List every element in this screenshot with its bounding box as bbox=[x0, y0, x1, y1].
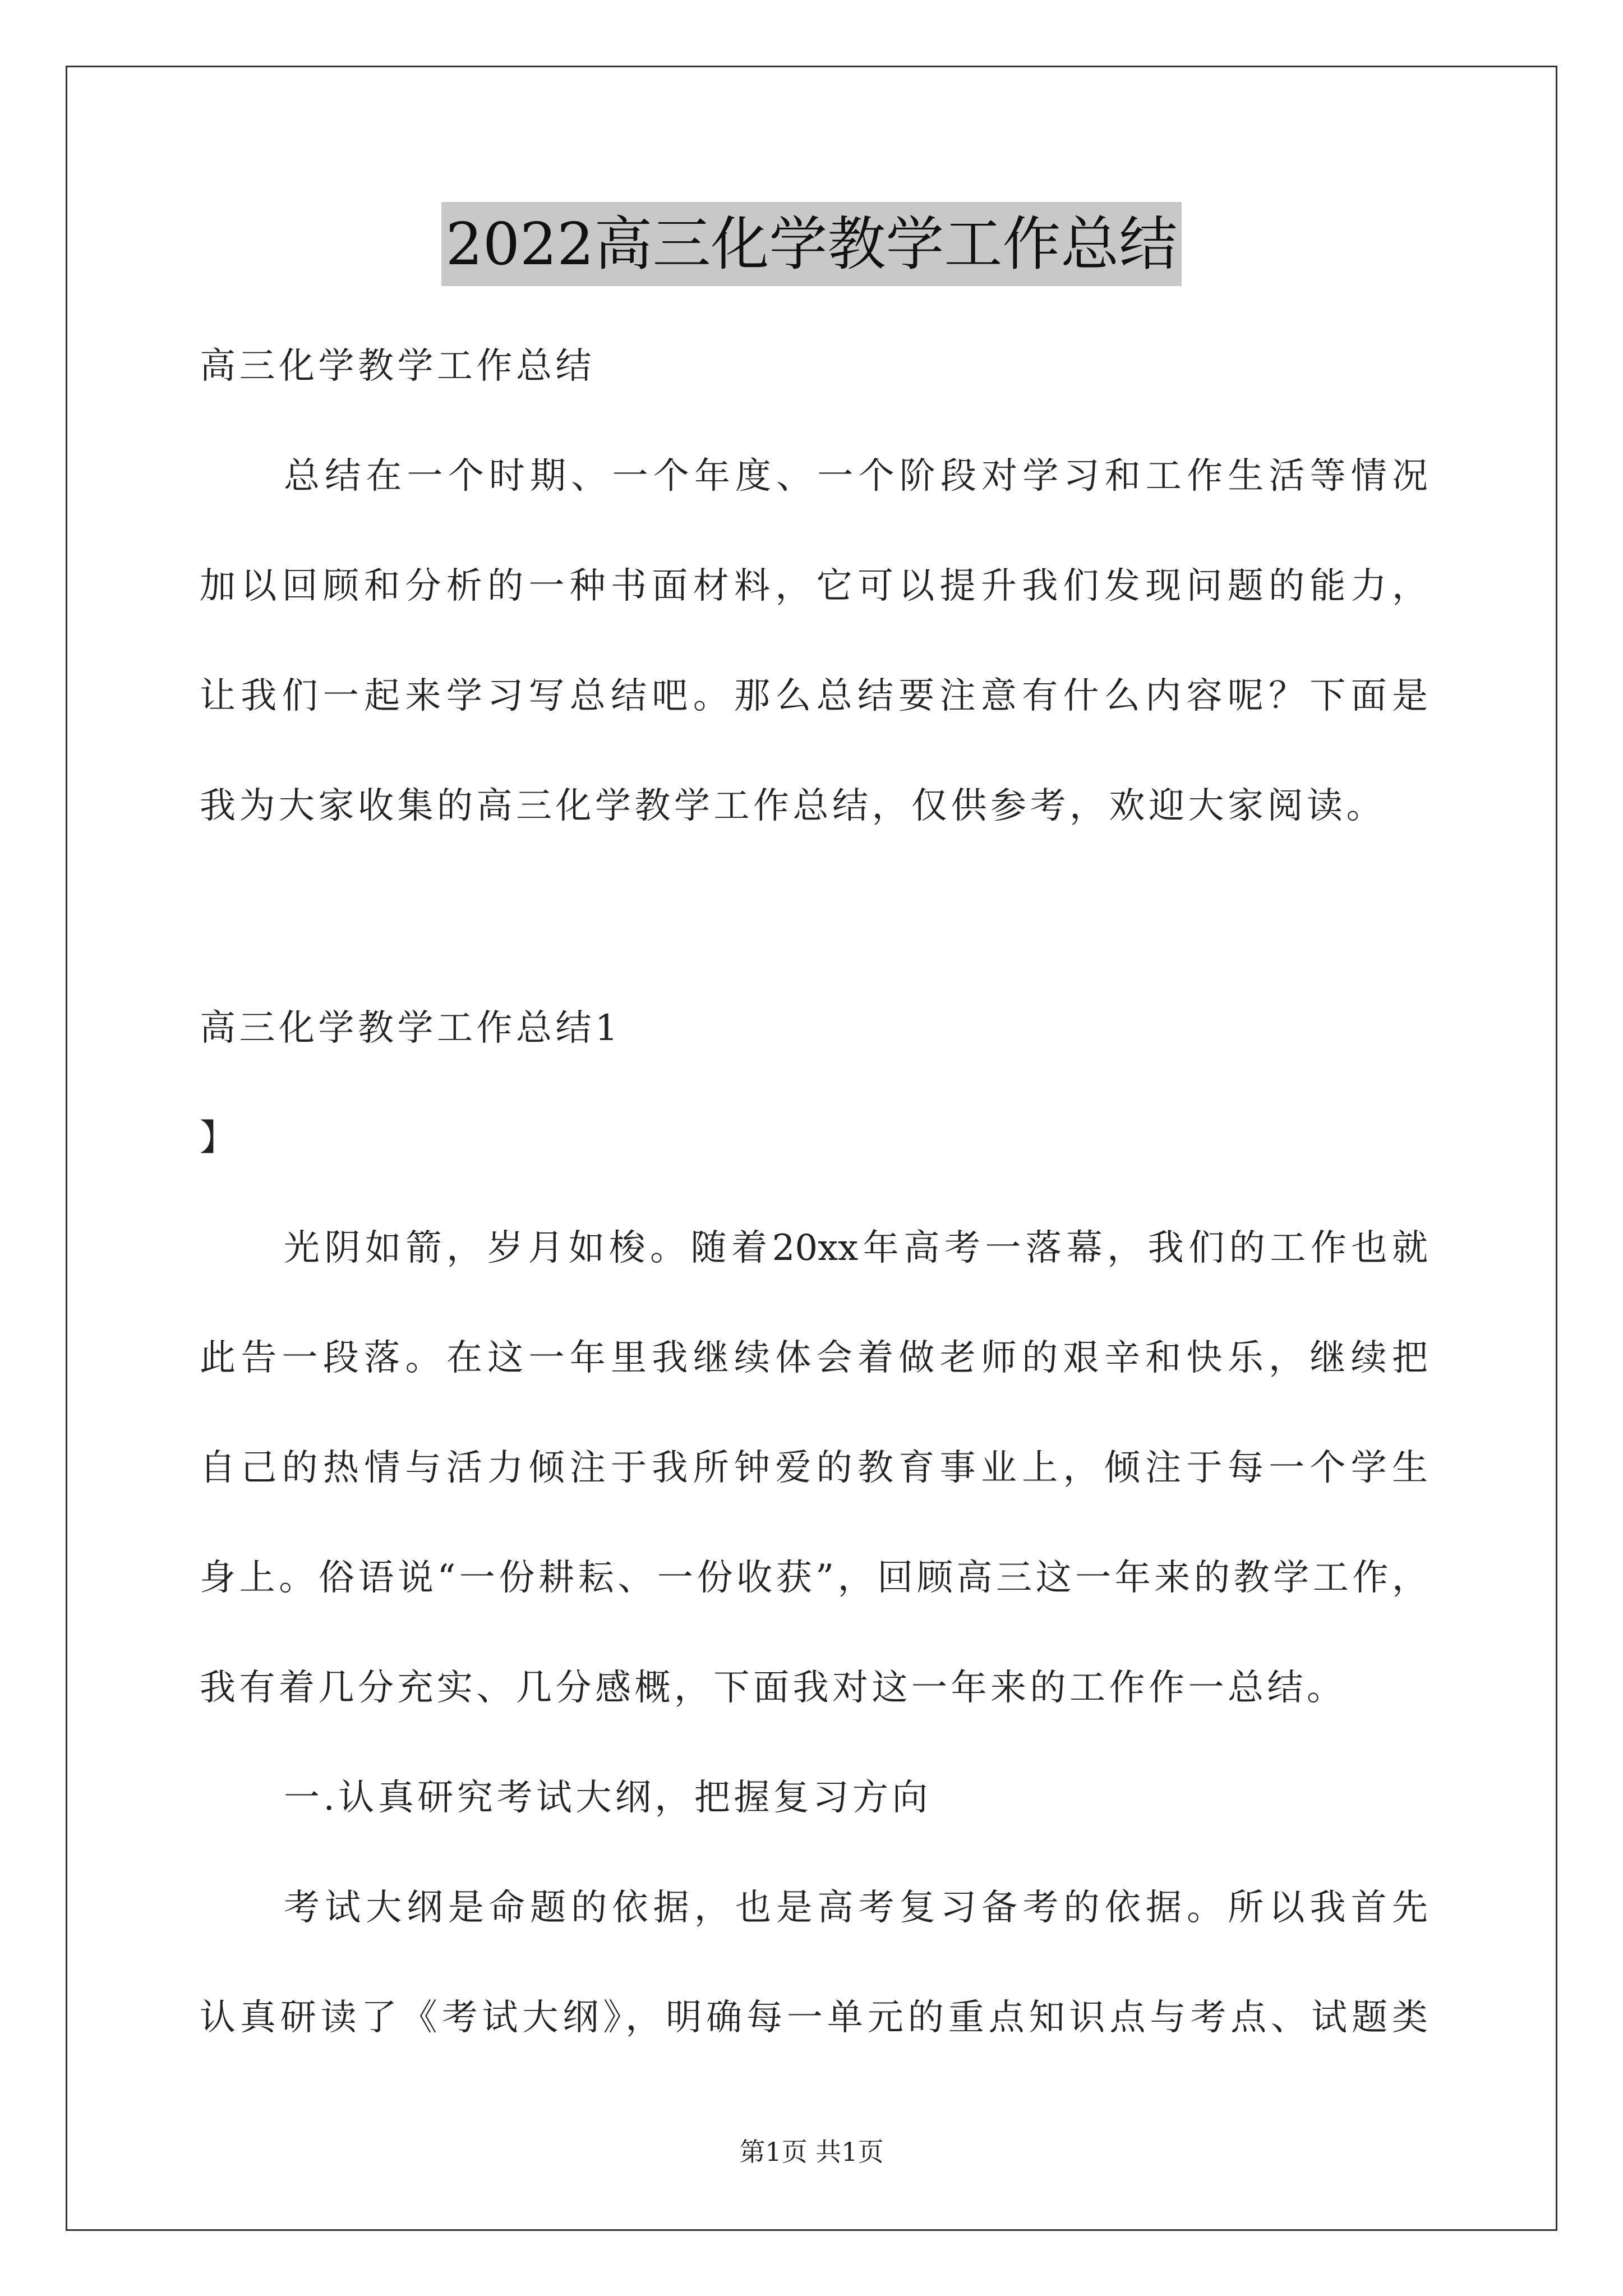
document-body bbox=[200, 311, 1428, 2073]
subheading: 一.认真研究考试大纲，把握复习方向 bbox=[284, 1777, 932, 1819]
section-gap bbox=[200, 861, 1428, 973]
subtitle: 高三化学教学工作总结 bbox=[200, 346, 595, 387]
intro-line-1: 总结在一个时期、一个年度、一个阶段对学习和工作生活等情况 bbox=[284, 455, 1428, 497]
document-title: 2022高三化学教学工作总结 bbox=[441, 202, 1182, 286]
title-container bbox=[0, 202, 1623, 286]
section-heading: 高三化学教学工作总结1 bbox=[200, 1007, 622, 1049]
page-footer: 第1页 共1页 bbox=[739, 2137, 884, 2167]
para1-line-4: 身上。俗语说“一份耕耘、一份收获”，回顾高三这一年来的教学工作， bbox=[200, 1557, 1428, 1599]
intro-line-2: 加以回顾和分析的一种书面材料，它可以提升我们发现问题的能力， bbox=[200, 565, 1428, 607]
bracket-mark: 】 bbox=[200, 1117, 239, 1159]
para1-line-1: 光阴如箭，岁月如梭。随着20xx年高考一落幕，我们的工作也就 bbox=[284, 1227, 1428, 1269]
intro-line-4: 我为大家收集的高三化学教学工作总结，仅供参考，欢迎大家阅读。 bbox=[200, 785, 1386, 827]
intro-line-3: 让我们一起来学习写总结吧。那么总结要注意有什么内容呢？下面是 bbox=[200, 675, 1428, 717]
para1-line-5: 我有着几分充实、几分感概，下面我对这一年来的工作作一总结。 bbox=[200, 1667, 1347, 1709]
para1-line-3: 自己的热情与活力倾注于我所钟爱的教育事业上，倾注于每一个学生 bbox=[200, 1447, 1428, 1489]
para2-line-2: 认真研读了《考试大纲》，明确每一单元的重点知识点与考点、试题类 bbox=[200, 1997, 1428, 2039]
para1-line-2: 此告一段落。在这一年里我继续体会着做老师的艰辛和快乐，继续把 bbox=[200, 1337, 1428, 1379]
para2-line-1: 考试大纲是命题的依据，也是高考复习备考的依据。所以我首先 bbox=[284, 1887, 1428, 1929]
